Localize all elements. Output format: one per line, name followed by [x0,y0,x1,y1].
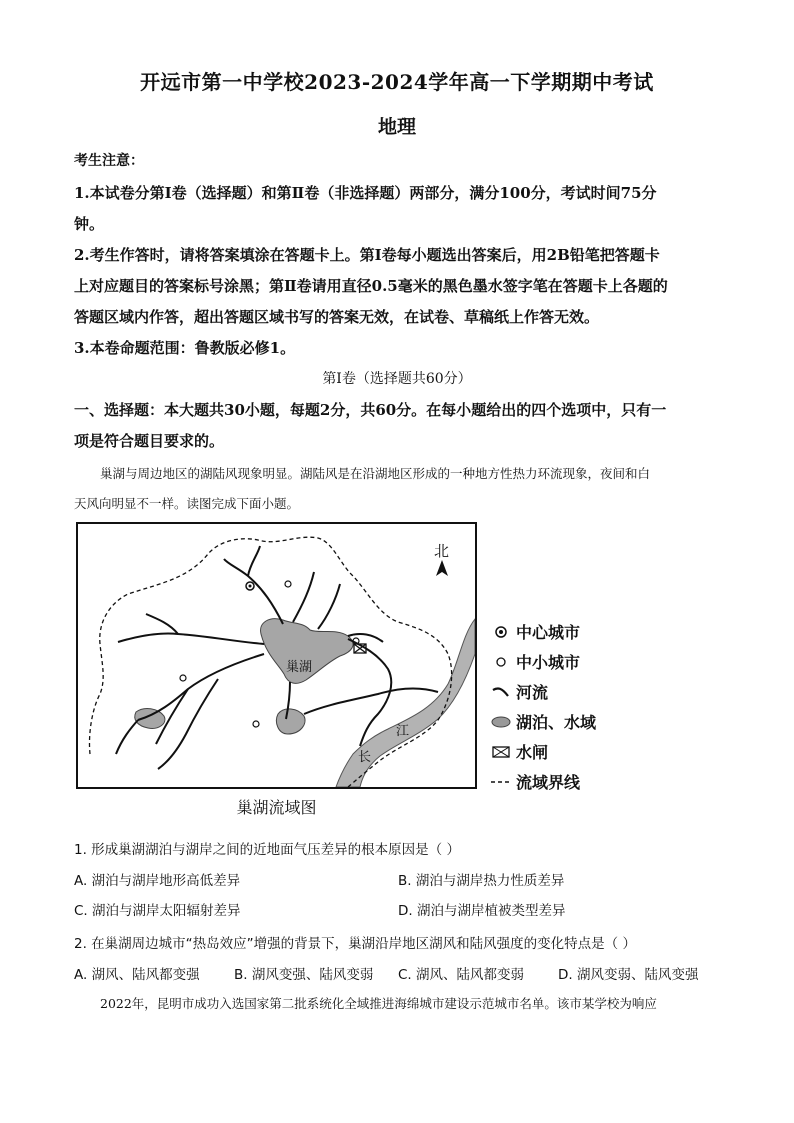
notice-line-3: 2.考生作答时，请将答案填涂在答题卡上。第Ⅰ卷每小题选出答案后，用2B铅笔把答题卡 [74,246,660,264]
small-city-marker [285,581,291,587]
river-char-chang: 长 [358,750,372,765]
legend-label: 水闸 [516,743,549,762]
lake-label: 巢湖 [286,660,313,675]
north-label: 北 [434,542,450,560]
boundary-icon [490,773,512,791]
notice-line-1: 1.本试卷分第Ⅰ卷（选择题）和第Ⅱ卷（非选择题）两部分，满分100分，考试时间75分 [74,184,657,202]
notice-line-4: 上对应题目的答案标号涂黑；第Ⅱ卷请用直径0.5毫米的黑色墨水签字笔在答题卡上各题的 [74,277,668,295]
small-city-marker [253,721,259,727]
exam-subject: 地理 [377,116,416,138]
passage-line-2: 天风向明显不一样。读图完成下面小题。 [74,496,300,511]
question-1-option-c[interactable]: C. 湖泊与湖岸太阳辐射差异 [74,903,241,919]
question-1-option-b[interactable]: B. 湖泊与湖岸热力性质差异 [398,873,565,889]
notice-line-5: 答题区域内作答，超出答题区域书写的答案无效，在试卷、草稿纸上作答无效。 [74,308,600,326]
question-2-stem: 2. 在巢湖周边城市“热岛效应”增强的背景下，巢湖沿岸地区湖风和陆风强度的变化特点是（ ） [74,936,636,952]
legend-label: 中心城市 [516,623,581,642]
section-instruction-2: 项是符合题目要求的。 [74,432,225,450]
chaohu-basin-map [76,522,477,789]
notice-line-6: 3.本卷命题范围：鲁教版必修1。 [74,339,296,357]
passage-2-line-1: 2022年，昆明市成功入选国家第二批系统化全域推进海绵城市建设示范城市名单。该市某学校为响应 [100,996,657,1011]
exam-title: 开远市第一中学校2023-2024学年高一下学期期中考试 [140,70,654,94]
sluice-icon [490,743,512,761]
legend-boundary [490,770,580,793]
legend-sluice [490,740,548,763]
legend-label: 中小城市 [516,653,581,672]
small-city-marker [180,675,186,681]
north-arrow-icon [436,560,448,576]
section-instruction-1: 一、选择题：本大题共30小题，每题2分，共60分。在每小题给出的四个选项中，只有一 [74,401,667,419]
legend-label: 河流 [516,683,549,702]
notice-line-2: 钟。 [74,215,105,233]
west-water-shape [135,709,165,729]
legend-lake [490,710,596,733]
question-1-option-a[interactable]: A. 湖泊与湖岸地形高低差异 [74,873,241,889]
lake-icon [490,713,512,731]
center-city-icon [490,623,512,641]
river-char-jiang: 江 [396,724,410,739]
section-heading: 第Ⅰ卷（选择题共60分） [322,371,472,387]
legend-river [490,680,548,703]
legend-label: 流域界线 [516,773,581,792]
question-2-option-a[interactable]: A. 湖风、陆风都变强 [74,967,200,983]
legend-center-city [490,620,580,643]
passage-line-1: 巢湖与周边地区的湖陆风现象明显。湖陆风是在沿湖地区形成的一种地方性热力环流现象，夜间和白 [100,466,651,481]
notice-heading: 考生注意： [74,153,144,169]
question-2-option-c[interactable]: C. 湖风、陆风都变弱 [398,967,525,983]
question-2-option-b[interactable]: B. 湖风变强、陆风变弱 [234,967,374,983]
legend-label: 湖泊、水域 [516,713,597,732]
basin-boundary [89,537,451,787]
question-1-stem: 1. 形成巢湖湖泊与湖岸之间的近地面气压差异的根本原因是（ ） [74,842,460,858]
small-lake-shape [276,709,305,734]
legend-small-city [490,650,580,673]
question-1-option-d[interactable]: D. 湖泊与湖岸植被类型差异 [398,903,566,919]
map-drawing [78,524,475,787]
river-icon [490,683,512,701]
map-caption: 巢湖流域图 [236,798,317,817]
small-city-icon [490,653,512,671]
question-2-option-d[interactable]: D. 湖风变弱、陆风变强 [558,967,699,983]
